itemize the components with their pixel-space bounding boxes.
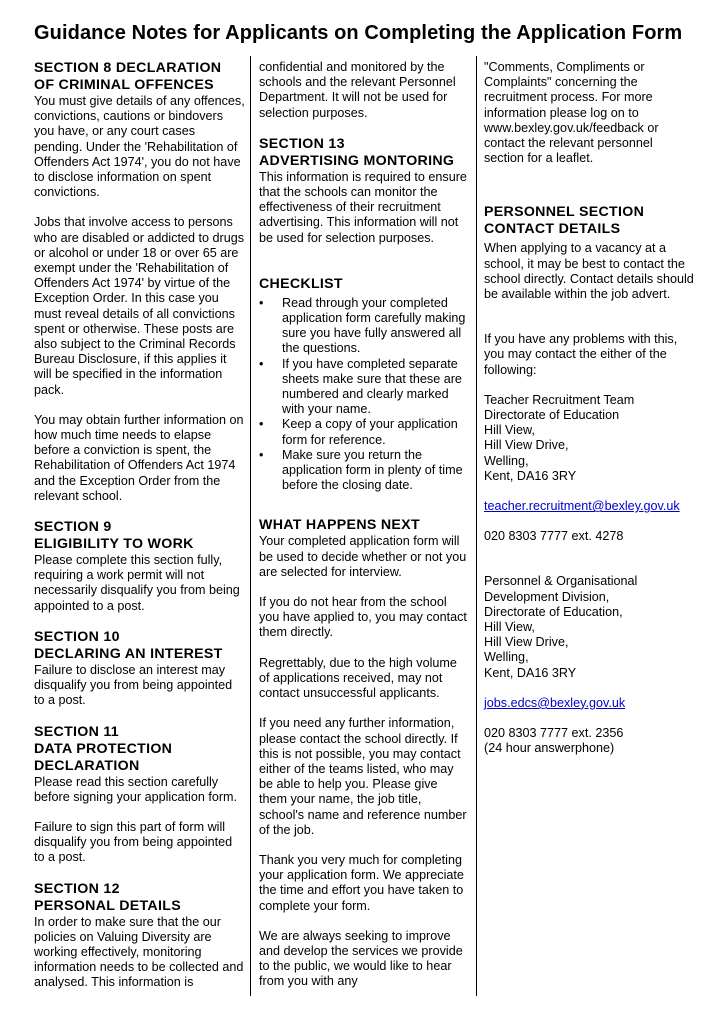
section-8-paragraph-1: You must give details of any offences, convictions, cautions or bindovers you have, or any court cases pending. Under the 'Rehabilitation of Offenders Act 1974', you do not have to disclose information on spent convictions. xyxy=(34,94,245,200)
team-1-phone: 020 8303 7777 ext. 4278 xyxy=(484,529,624,544)
section-10-subheading: DECLARING AN INTEREST xyxy=(34,645,223,662)
section-9-heading: SECTION 9 xyxy=(34,519,112,536)
section-10-paragraph: Failure to disclose an interest may disqualify you from being appointed to a post. xyxy=(34,662,233,708)
team-2-email-link[interactable]: jobs.edcs@bexley.gov.uk xyxy=(484,695,626,710)
address-line: Development Division, xyxy=(484,589,610,604)
address-line: Hill View Drive, xyxy=(484,438,569,453)
personnel-paragraph-1: When applying to a vacancy at a school, it may be best to contact the school directly. Contact details should be available within the job advert. xyxy=(484,241,694,302)
personnel-paragraph-2: If you have any problems with this, you may contact the either of the following: xyxy=(484,332,678,377)
next-paragraph-4: If you need any further information, please contact the school directly. If this is not possible, you may contact either of the teams listed, who may be able to help you. Please give them your name, the job title, school's name and reference number of the job. xyxy=(259,716,467,837)
section-12-subheading: PERSONAL DETAILS xyxy=(34,897,181,914)
checklist-item: • Keep a copy of your application form for reference. xyxy=(259,417,469,447)
personnel-section-subheading: CONTACT DETAILS xyxy=(484,221,621,238)
what-happens-next-heading: WHAT HAPPENS NEXT xyxy=(259,517,420,534)
address-line: Welling, xyxy=(484,650,529,665)
section-11-paragraph-1: Please read this section carefully before signing your application form. xyxy=(34,774,238,804)
next-paragraph-3: Regrettably, due to the high volume of applications received, may not contact unsuccessful applicants. xyxy=(259,655,457,701)
checklist-item: • Make sure you return the application form in plenty of time before the closing date. xyxy=(259,448,469,494)
section-11-heading: SECTION 11 xyxy=(34,723,119,740)
column-divider-left xyxy=(250,56,251,996)
section-11-subheading: DATA PROTECTION xyxy=(34,740,173,757)
section-9-subheading: ELIGIBILITY TO WORK xyxy=(34,536,194,553)
next-paragraph-6: We are always seeking to improve and develop the services we provide to the public, we would like to hear from you with any xyxy=(259,928,463,989)
section-12-paragraph: In order to make sure that the our policies on Valuing Diversity are working effectively, monitoring information needs to be collected and analysed. This information is xyxy=(34,914,244,990)
address-line: Directorate of Education xyxy=(484,408,620,423)
column-divider-right xyxy=(476,56,477,996)
section-12-heading: SECTION 12 xyxy=(34,880,120,897)
section-8-paragraph-3: You may obtain further information on how much time needs to elapse before a conviction is spent, the Rehabilitation of Offenders Act 1974 and the Exception Order from the relevant school. xyxy=(34,412,244,503)
section-8-heading: SECTION 8 DECLARATION xyxy=(34,60,222,76)
address-line: Welling, xyxy=(484,453,529,468)
page-title: Guidance Notes for Applicants on Completing the Application Form xyxy=(34,22,683,44)
address-line: Hill View, xyxy=(484,423,535,438)
section-12-continued: confidential and monitored by the schools and the relevant Personnel Department. It will not be used for selection purposes. xyxy=(259,60,456,120)
address-line: Hill View, xyxy=(484,620,535,635)
section-13-paragraph: This information is required to ensure that the schools can monitor the effectiveness of their recruitment advertising. This information will not be used for selection purposes. xyxy=(259,169,467,245)
next-paragraph-5: Thank you very much for completing your application form. We appreciate the time and effort you have taken to complete your form. xyxy=(259,852,464,913)
next-paragraph-2: If you do not hear from the school you have applied to, you may contact them directly. xyxy=(259,595,467,640)
checklist xyxy=(259,296,469,494)
feedback-paragraph: "Comments, Compliments or Complaints" concerning the recruitment process. For more information please log on to www.bexley.gov.uk/feedback or contact the relevant personnel section for a leaflet. xyxy=(484,60,659,166)
section-13-heading: SECTION 13 xyxy=(259,135,345,152)
section-13-subheading: ADVERTISING MONTORING xyxy=(259,152,455,169)
column-3 xyxy=(484,60,694,757)
team-1-address xyxy=(484,393,694,484)
section-11-subheading-2: DECLARATION xyxy=(34,757,140,774)
team-1-email-link[interactable]: teacher.recruitment@bexley.gov.uk xyxy=(484,499,680,514)
address-line: Personnel & Organisational xyxy=(484,574,638,589)
personnel-section-heading: PERSONNEL SECTION xyxy=(484,204,645,221)
section-8-subheading: OF CRIMINAL OFFENCES xyxy=(34,77,214,93)
team-2-address xyxy=(484,574,694,680)
checklist-item: • If you have completed separate sheets make sure that these are numbered and clearly marked with your name. xyxy=(259,357,469,418)
address-line: Teacher Recruitment Team xyxy=(484,392,635,407)
column-2 xyxy=(259,60,469,1005)
section-10-heading: SECTION 10 xyxy=(34,628,120,645)
section-9-paragraph: Please complete this section fully, requiring a work permit will not necessarily disqualify you from being appointed to a post. xyxy=(34,553,240,613)
address-line: Directorate of Education, xyxy=(484,604,623,619)
checklist-heading: CHECKLIST xyxy=(259,275,343,292)
team-2-phone: 020 8303 7777 ext. 2356 xyxy=(484,726,624,741)
section-11-paragraph-2: Failure to sign this part of form will disqualify you from being appointed to a post. xyxy=(34,819,233,865)
team-2-phone-note: (24 hour answerphone) xyxy=(484,741,615,756)
address-line: Hill View Drive, xyxy=(484,635,569,650)
address-line: Kent, DA16 3RY xyxy=(484,468,577,483)
address-line: Kent, DA16 3RY xyxy=(484,665,577,680)
section-8-paragraph-2: Jobs that involve access to persons who are disabled or addicted to drugs or alcohol or under 18 or over 65 are exempt under the 'Rehabilitation of Offenders Act 1974' by virtue of the Exception Order. In this case you must reveal details of all convictions spent or otherwise. These posts are also subject to the Criminal Records Bureau Disclosure, if this applies it will be specified in the information pack. xyxy=(34,215,245,397)
checklist-item: • Read through your completed application form carefully making sure you have fully answered all the questions. xyxy=(259,296,469,357)
column-1 xyxy=(34,60,246,1006)
next-paragraph-1: Your completed application form will be used to decide whether or not you are selected for interview. xyxy=(259,534,467,579)
